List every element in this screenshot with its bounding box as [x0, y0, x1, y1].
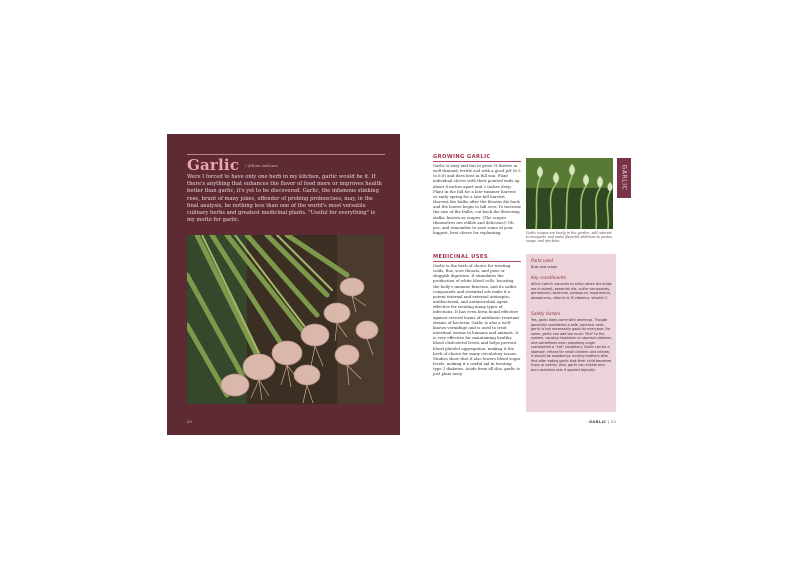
facts-sidebar	[526, 254, 616, 412]
medicinal-text: Garlic is the herb of choice for treating colds, flus, sore throats, and poor or sluggish digestion. It stimulates the production of white blood cells, boosting the body's immune function, and its sulfur compounds and essential oils make it a potent internal and external antiseptic, antibacterial, and antimicrobial agent effective for treating many types of infections. It has even been found effective against several forms of antibiotic-resistant strains of bacteria. Garlic is also a well-known vermifuge and is used to treat intestinal worms in humans and animals. It is very effective for maintaining healthy blood cholesterol levels and helps prevent blood platelet aggregation, making it the herb of choice for many circulatory issues. Studies show that it also lowers blood sugar levels, making it a useful aid in treating type 2 diabetes. Aside from all this, garlic is just plain tasty.	[433, 263, 521, 377]
medicinal-heading: MEDICINAL USES	[433, 254, 488, 260]
parts-used-text: Bulb and scape	[531, 265, 558, 269]
left-page	[167, 134, 400, 435]
latin-name: / Allium sativum	[245, 163, 278, 168]
chapter-tab-label: GARLIC	[620, 164, 628, 191]
page-number-right: 21	[611, 419, 617, 424]
growing-heading: GROWING GARLIC	[433, 154, 491, 160]
page-number-left: 20	[187, 419, 192, 424]
right-page	[400, 134, 633, 435]
garlic-bulbs-photo	[187, 235, 384, 404]
page-title: Garlic	[187, 156, 240, 174]
title-rule	[187, 154, 385, 155]
intro-paragraph: Were I forced to have only one herb in my kitchen, garlic would be it. If there's anything that enhances the flavor of food more or improves health better than garlic, it's yet to be discovered. Garlic, the infamous stinking rose, brunt of many jokes, offender of probing proboscises, may, in the final analysis, be nothing less than one of the world's most versatile culinary herbs and greatest medicinal plants. "Useful for everything" is my motto for garlic.	[187, 174, 382, 224]
medicinal-rule	[433, 261, 521, 262]
safety-factors-text: Yes, garlic does come with warnings. Though generally considered a safe, nontoxic herb, garlic is not necessarily good for everyone. For some, garlic can add too much "fire" to the system, causing heartburn or stomach distress, and sometimes even provoking anger (considered a "hot" condition). Garlic can be a stomach irritant for small children and infants; it should be avoided by nursing mothers who find after eating garlic that their child becomes fussy or colicky. Also, garlic can irritate and burn sensitive skin if applied topically.	[531, 318, 612, 373]
chapter-tab	[617, 158, 631, 198]
growing-text: Garlic is easy and fun to grow. It thrives in well-drained, fertile soil with a good pH (6.5 to 6.8) and does best in full sun. Plant individual cloves with their pointed ends up about 6 inches apart and 2 inches deep. Plant in the fall for a late-summer harvest or early spring for a late-fall harvest. Harvest the bulbs after the blooms die back and the leaves begin to fall over. To increase the size of the bulbs, cut back the flowering stalks, known as scapes. (The scapes themselves are edible and delicious!) Oh, yes, and remember to save some of your biggest, best cloves for replanting.	[433, 163, 521, 236]
key-constituents-text: Allicin (which converts to allicin when the bulbs are crushed), essential oils, sulfur compounds, germanium, selenium, potassium, magnesium, phosphorus, vitamin A, B vitamins, vitamin C	[531, 282, 612, 300]
photo-caption: Garlic scapes are lovely in the garden, add interest to bouquets, and make flavorful additions to pestos, soups, and stir-fries.	[526, 231, 613, 244]
safety-factors-heading: Safety factors	[531, 311, 561, 316]
growing-rule	[433, 161, 521, 162]
key-constituents-heading: Key constituents	[531, 275, 566, 280]
garlic-scapes-photo	[526, 158, 613, 229]
parts-used-heading: Parts used	[531, 258, 554, 263]
folio-right: GARLIC | 21	[589, 419, 617, 424]
folio-label: GARLIC	[589, 419, 607, 424]
